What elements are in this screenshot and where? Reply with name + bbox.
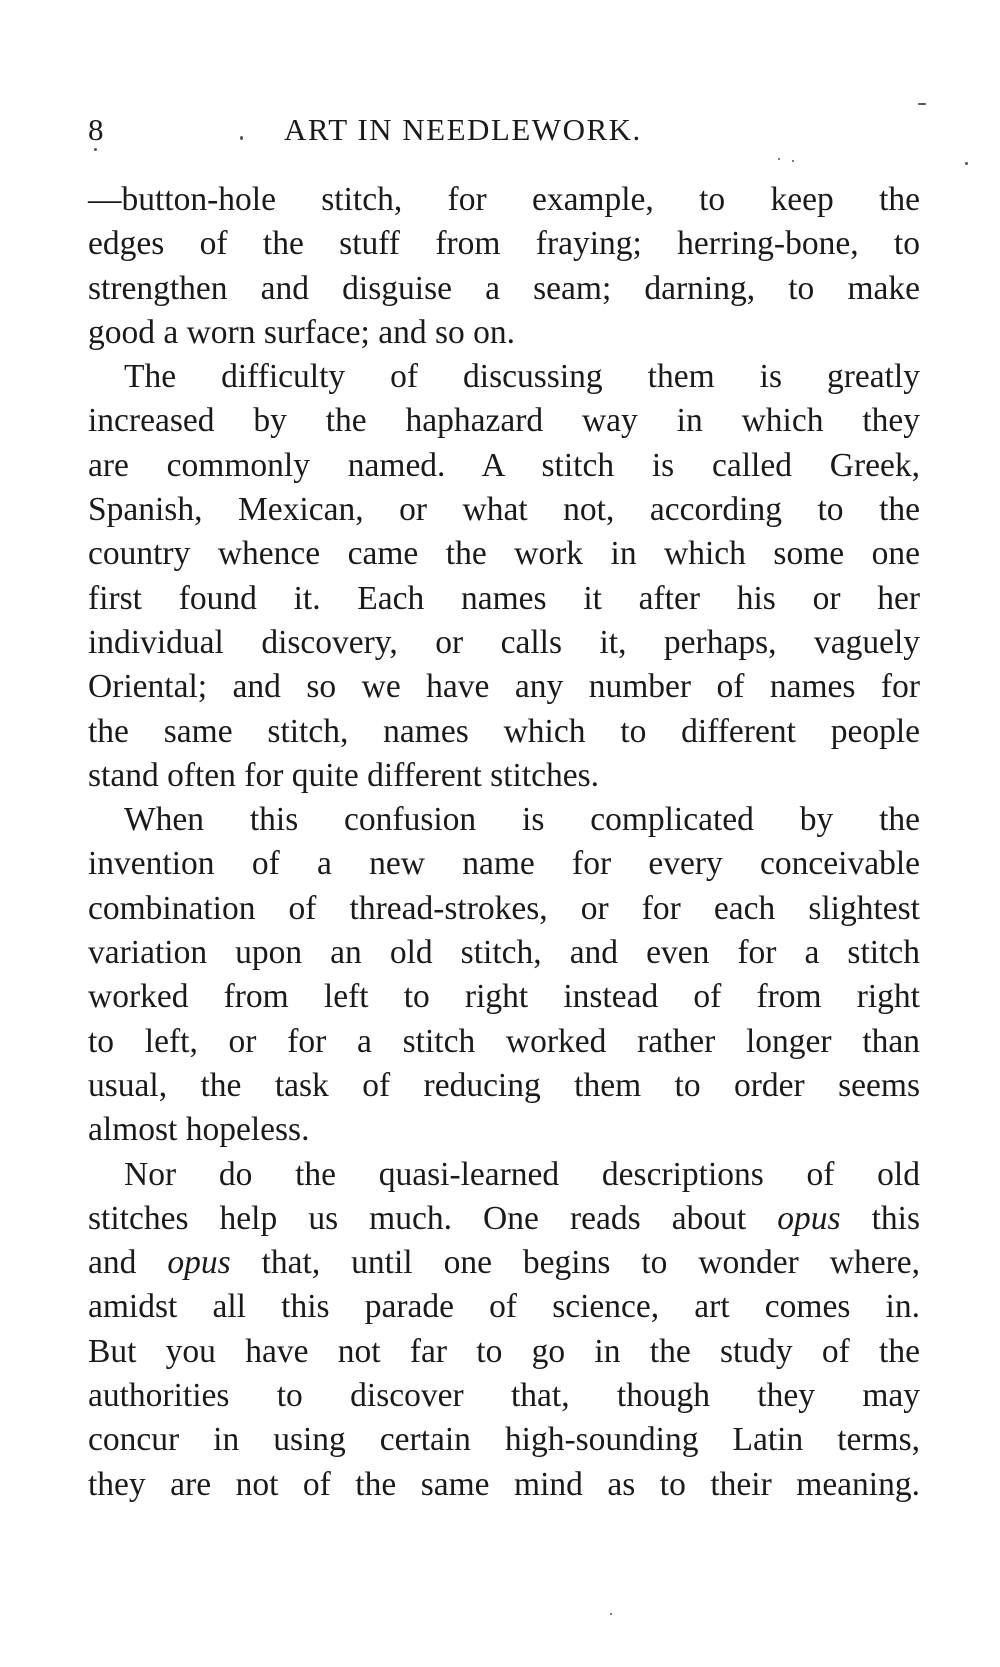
scan-speck [240,136,243,140]
text-line: Nor do the quasi-learned descriptions of old [124,1155,920,1193]
paragraph-1 [88,178,920,355]
paragraph-2 [88,355,920,798]
text-line: increased by the haphazard way in which they [88,402,920,440]
italic-term: opus [167,1244,231,1282]
paragraph-3 [88,798,920,1152]
text-line: to left, or for a stitch worked rather longer than [88,1022,920,1060]
body-text [88,178,920,1507]
text-line: worked from left to right instead of from right [88,978,920,1016]
text-line: invention of a new name for every conceivable [88,845,920,883]
text-line: usual, the task of reducing them to order seems [88,1066,920,1104]
text-line: stand often for quite different stitches. [88,756,600,794]
scan-speck [918,103,926,105]
text-line: Spanish, Mexican, or what not, according to the [88,491,920,529]
page-number: 8 [88,112,105,147]
text-line: are commonly named. A stitch is called Greek, [88,446,920,484]
running-title: ART IN NEEDLEWORK. [284,112,642,147]
text-line [88,1197,920,1241]
page-header [88,112,920,152]
text-line: strengthen and disguise a seam; darning, to make [88,269,920,307]
scan-speck [965,162,968,165]
paragraph-4 [88,1153,920,1507]
text-line: When this confusion is complicated by the [124,801,920,839]
scan-speck [778,158,780,160]
text-line: edges of the stuff from fraying; herring-bone, to [88,225,920,263]
text-line: The difficulty of discussing them is greatly [124,358,920,396]
scan-speck [610,1613,612,1615]
italic-term: opus [777,1199,841,1237]
text-line: —button-hole stitch, for example, to keep the [88,181,920,218]
text-line: first found it. Each names it after his or her [88,579,920,617]
text-segment: that, until one begins to wonder where, [261,1244,920,1282]
text-line: combination of thread-strokes, or for each slightest [88,889,920,927]
text-line: almost hopeless. [88,1111,310,1149]
text-line: amidst all this parade of science, art comes in. [88,1288,920,1326]
text-line [88,1241,920,1285]
scan-speck [792,160,794,162]
text-segment: stitches help us much. One reads about [88,1199,747,1237]
text-line: individual discovery, or calls it, perhaps, vaguely [88,623,920,661]
text-segment: this [871,1199,920,1237]
text-line: variation upon an old stitch, and even for a stitch [88,934,920,972]
text-line: country whence came the work in which some one [88,535,920,573]
text-line: Oriental; and so we have any number of names for [88,668,920,706]
text-line: concur in using certain high-sounding Latin terms, [88,1421,920,1459]
text-line: they are not of the same mind as to their meaning. [88,1465,920,1503]
text-line: authorities to discover that, though they may [88,1377,920,1415]
text-line: good a worn surface; and so on. [88,313,516,351]
scan-speck [94,148,97,151]
text-segment: and [88,1244,137,1282]
text-line: But you have not far to go in the study of the [88,1332,920,1370]
text-line: the same stitch, names which to different people [88,712,920,750]
